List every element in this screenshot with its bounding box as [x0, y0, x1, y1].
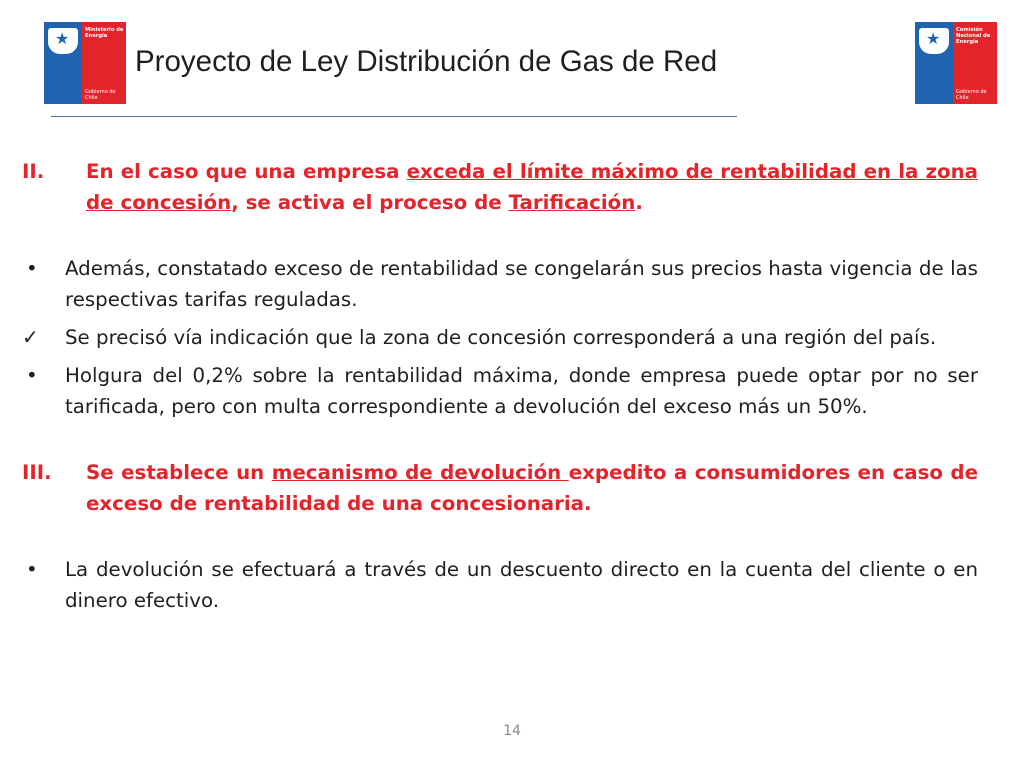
slide-body — [22, 156, 978, 616]
checkmark-icon: ✓ — [22, 325, 39, 349]
title-divider — [51, 116, 737, 117]
slide-title: Proyecto de Ley Distribución de Gas de Red — [135, 45, 718, 78]
roman-numeral: III. — [22, 461, 52, 484]
bullet-icon: • — [26, 364, 38, 387]
underlined-text: mecanismo de devolución — [271, 461, 569, 484]
underlined-text: Tarificación — [508, 191, 636, 214]
coat-of-arms-icon: ★ — [919, 28, 949, 54]
coat-of-arms-icon: ★ — [48, 28, 78, 54]
bullet-icon: • — [26, 257, 38, 280]
ministerio-energia-logo — [44, 22, 126, 104]
bullet-item: • Además, constatado exceso de rentabilidad se congelarán sus precios hasta vigencia de las respectivas tarifas reguladas. — [22, 253, 978, 315]
section-ii: II. En el caso que una empresa exceda el límite máximo de rentabilidad en la zona de concesión, se activa el proceso de Tarificación. — [22, 156, 978, 218]
logo-gov-text: Gobierno de Chile — [956, 89, 987, 101]
bullet-item: ✓ Se precisó vía indicación que la zona de concesión corresponderá a una región del país. — [22, 322, 978, 353]
roman-numeral: II. — [22, 160, 45, 183]
bullet-item: • La devolución se efectuará a través de un descuento directo en la cuenta del cliente o en dinero efectivo. — [22, 554, 978, 616]
logo-org-text: Ministerio de Energía — [85, 27, 124, 39]
bullet-icon: • — [26, 558, 38, 581]
logo-gov-text: Gobierno de Chile — [85, 89, 116, 101]
logo-org-text: Comisión Nacional de Energía — [956, 27, 991, 45]
cne-logo — [915, 22, 997, 104]
section-iii: III. Se establece un mecanismo de devolución expedito a consumidores en caso de exceso de rentabilidad de una concesionaria. — [22, 457, 978, 519]
bullet-item: • Holgura del 0,2% sobre la rentabilidad máxima, donde empresa puede optar por no ser tarificada, pero con multa correspondiente a devolución del exceso más un 50%. — [22, 360, 978, 422]
underlined-text: exceda el límite máximo de rentabilidad en la zona de concesión — [86, 160, 978, 214]
page-number: 14 — [503, 723, 521, 739]
